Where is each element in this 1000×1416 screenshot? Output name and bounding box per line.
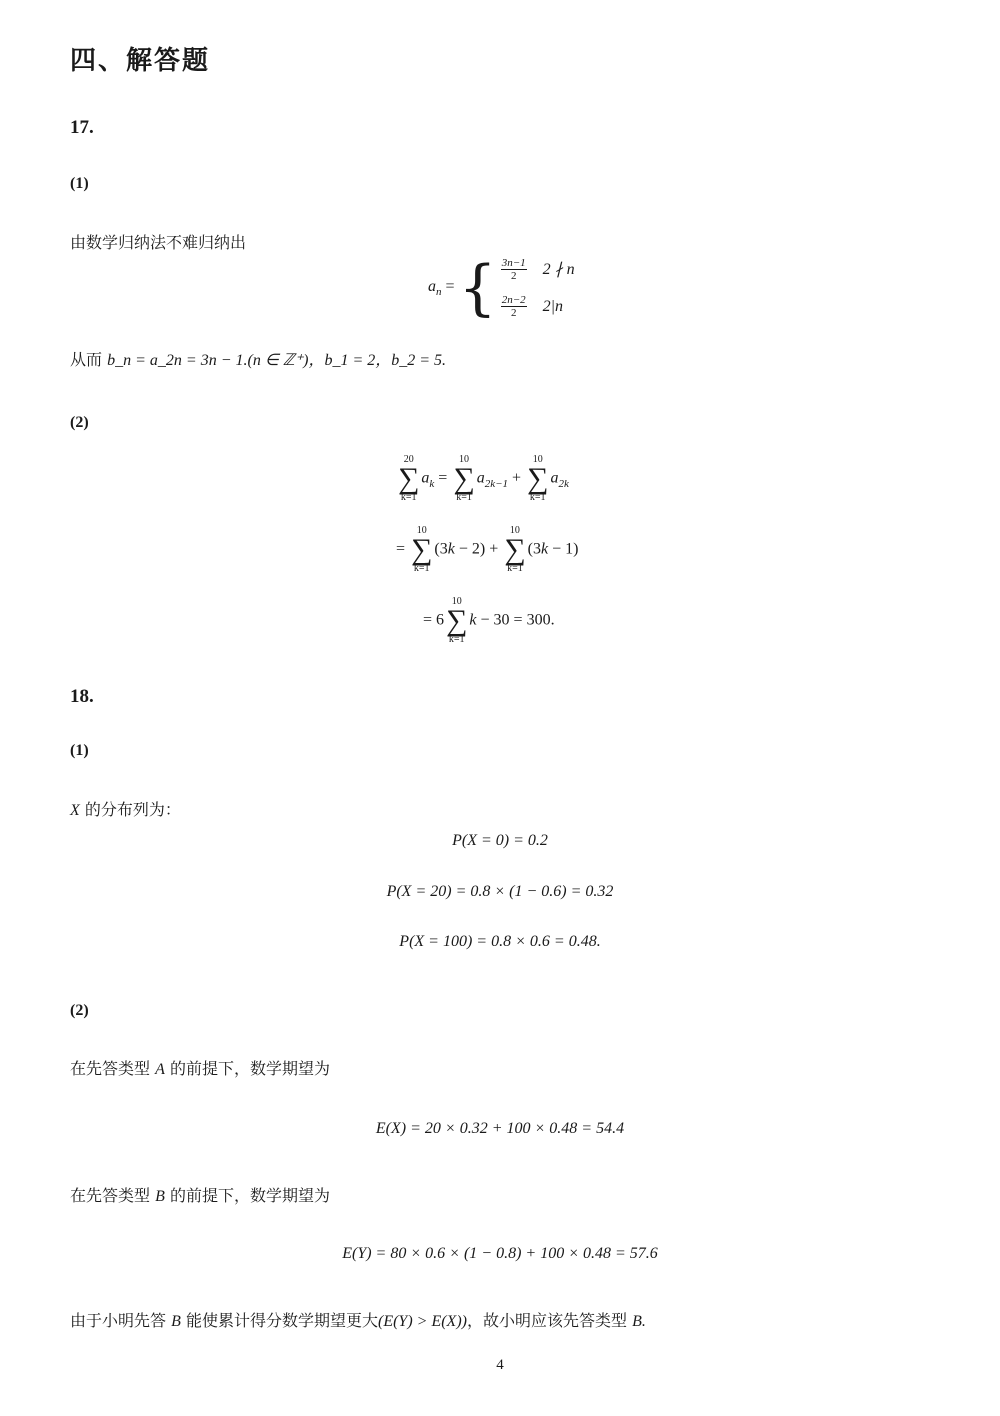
sum-sigma: 10 ∑ k=1 — [504, 525, 526, 574]
an-piecewise-equation: $a_n$ = { $\frac{3n-1}{2}$ 2 ∤ n $\frac{2n-2}{2}$ 2|n — [428, 253, 575, 323]
case-even — [501, 294, 575, 319]
q18-type-a-text: 在先答类型 A 的前提下，数学期望为 — [70, 1059, 330, 1078]
sum-sigma: 10 ∑ k=1 — [411, 525, 433, 574]
an-symbol: a — [428, 277, 436, 295]
piecewise-cases — [501, 257, 575, 319]
q18-part2-label: (2) — [70, 1002, 89, 1019]
q17-part2-label: (2) — [70, 414, 89, 431]
left-brace: { — [458, 253, 497, 323]
bn-formula: b_n = a_2n = 3n − 1.(n ∈ ℤ⁺)，b_1 = 2，b_2 = 5. — [107, 352, 447, 369]
q18-conclusion: 由于小明先答 B 能使累计得分数学期望更大(E(Y) > E(X))，故小明应该先答类型 B. — [70, 1311, 646, 1330]
q17-part1-intro: 由数学归纳法不难归纳出 — [70, 233, 247, 252]
q18-type-b-text: 在先答类型 B 的前提下，数学期望为 — [70, 1186, 330, 1205]
q17-part1-conclusion: 从而 b_n = a_2n = 3n − 1.(n ∈ ℤ⁺)，b_1 = 2，b_2 = 5. — [70, 350, 447, 369]
case1-fraction: $\frac{3n-1}{2}$ — [501, 256, 526, 282]
sum-sigma: 10 ∑ k=1 — [453, 454, 475, 503]
question-18-number: 18. — [70, 686, 94, 707]
q17-part1-label: (1) — [70, 175, 89, 192]
distribution-eq-3: P(X = 100) = 0.8 × 0.6 = 0.48. — [399, 933, 601, 950]
question-17-number: 17. — [70, 117, 94, 138]
case2-fraction: $\frac{2n-2}{2}$ — [501, 294, 526, 320]
case-odd — [501, 257, 575, 282]
sum-sigma: 20 ∑ k=1 — [398, 454, 420, 503]
section-title: 四、解答题 — [70, 46, 211, 76]
sum-line-1: 20 ∑ k=1 $a_k$ = 10 ∑ k=1 $a_{2k-1}$ + 10 ∑ k=1 $a_{2k}$ — [398, 454, 569, 503]
distribution-eq-1: P(X = 0) = 0.2 — [452, 832, 548, 849]
an-subscript: n — [436, 286, 442, 299]
expectation-b: E(Y) = 80 × 0.6 × (1 − 0.8) + 100 × 0.48 = 57.6 — [342, 1245, 658, 1262]
expectation-a: E(X) = 20 × 0.32 + 100 × 0.48 = 54.4 — [375, 1120, 625, 1137]
sum-line-2: = 10 ∑ k=1 (3k − 2) + 10 ∑ k=1 (3k − 1) — [396, 525, 579, 574]
sum-sigma: 10 ∑ k=1 — [527, 454, 549, 503]
case1-condition: 2 ∤ n — [542, 261, 575, 279]
case2-condition: 2|n — [542, 297, 564, 315]
sum-line-3: = 6 10 ∑ k=1 k − 30 = 300. — [423, 596, 555, 645]
page-number: 4 — [496, 1357, 504, 1373]
q18-part1-intro: X 的分布列为： — [70, 800, 181, 819]
q18-part1-label: (1) — [70, 742, 89, 759]
sum-sigma: 10 ∑ k=1 — [446, 596, 468, 645]
distribution-eq-2: P(X = 20) = 0.8 × (1 − 0.6) = 0.32 — [386, 883, 614, 900]
